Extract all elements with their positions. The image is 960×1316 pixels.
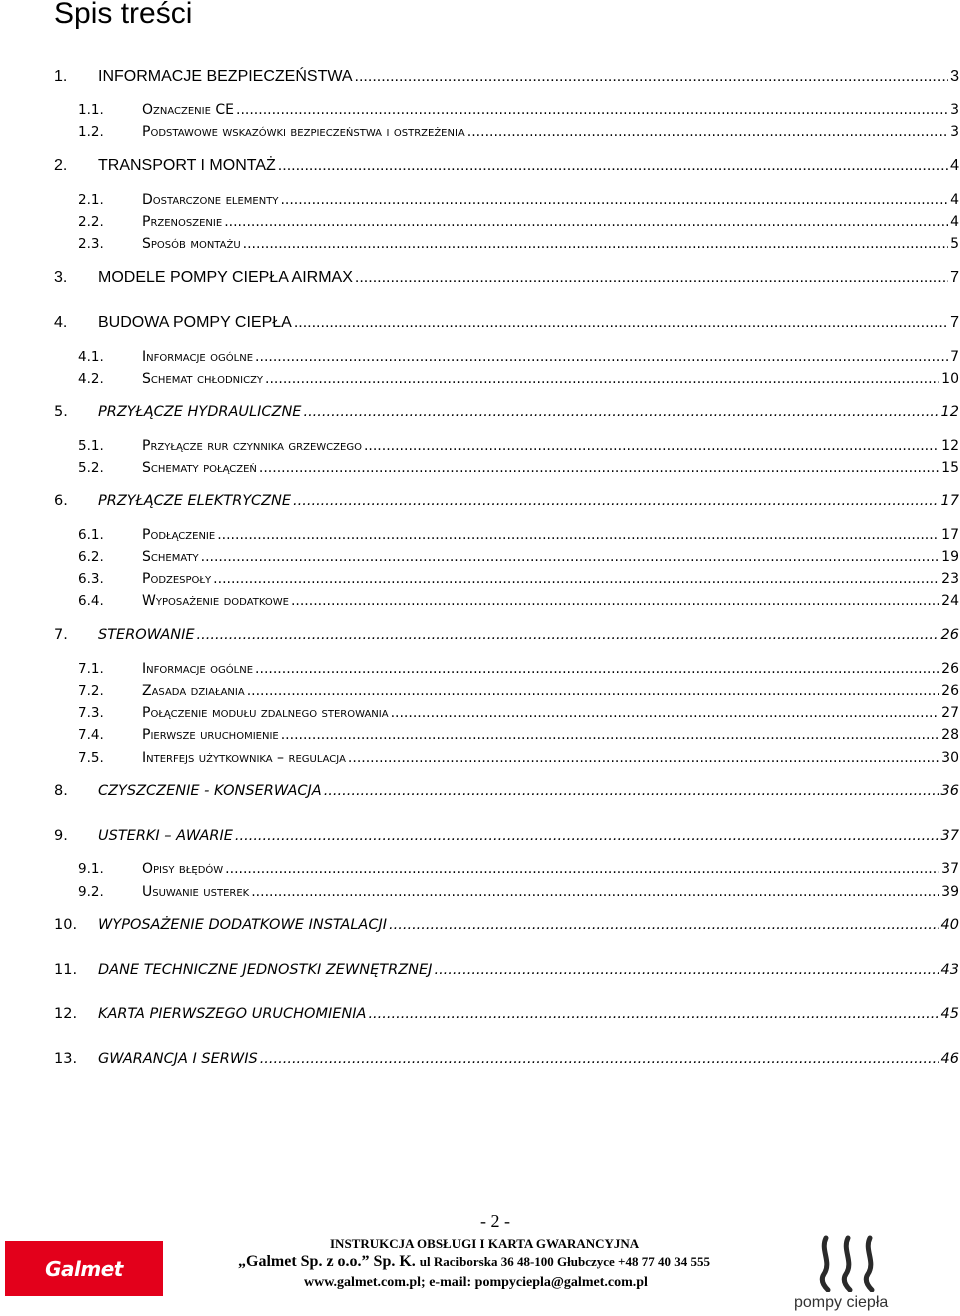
toc-entry-page: 46 [940, 1051, 959, 1067]
toc-entry-number: 3. [54, 269, 68, 286]
toc-chapter-entry[interactable] [54, 310, 959, 332]
toc-chapter-entry[interactable] [54, 399, 959, 421]
toc-entry-page: 4 [950, 157, 959, 174]
toc-chapter-entry[interactable] [54, 1001, 959, 1023]
toc-entry-number: 6.3. [78, 571, 104, 587]
toc-dot-leader [294, 314, 948, 332]
heat-pump-logo-text: pompy ciepła [794, 1294, 889, 1311]
toc-dot-leader [348, 749, 939, 767]
toc-dot-leader [243, 235, 948, 253]
toc-entry-number: 7. [54, 627, 68, 643]
toc-entry-page: 12 [941, 438, 959, 454]
toc-entry-title: TRANSPORT I MONTAŻ [98, 157, 276, 174]
toc-chapter-entry[interactable] [54, 153, 959, 175]
toc-entry-number: 2.1. [78, 192, 104, 208]
toc-dot-leader [291, 592, 939, 610]
toc-entry-page: 26 [941, 683, 959, 699]
toc-entry-title: Sposób montażu [142, 236, 241, 252]
toc-entry-page: 30 [941, 750, 959, 766]
toc-entry-title: Interfejs użytkownika – regulacja [142, 750, 346, 766]
toc-entry-page: 7 [950, 349, 959, 365]
toc-entry-number: 1. [54, 68, 68, 85]
toc-chapter-entry[interactable] [54, 265, 959, 287]
toc-entry-page: 28 [941, 727, 959, 743]
heat-waves-icon [816, 1234, 888, 1292]
toc-entry-number: 2. [54, 157, 68, 174]
toc-dot-leader [259, 459, 939, 477]
toc-entry-page: 43 [940, 962, 959, 978]
toc-entry-title: INFORMACJE BEZPIECZEŃSTWA [98, 68, 353, 85]
toc-dot-leader [391, 704, 940, 722]
toc-section-entry[interactable] [54, 366, 959, 388]
toc-dot-leader [201, 548, 940, 566]
toc-entry-page: 23 [941, 571, 959, 587]
toc-entry-number: 7.1. [78, 661, 104, 677]
toc-entry-title: Schemat chłodniczy [142, 371, 264, 387]
heat-pump-logo [790, 1230, 910, 1316]
page-title: Spis treści [54, 0, 193, 30]
toc-entry-title: Dostarczone elementy [142, 192, 279, 208]
toc-dot-leader [303, 403, 938, 421]
toc-entry-page: 26 [941, 661, 959, 677]
toc-entry-number: 6.1. [78, 527, 104, 543]
toc-entry-page: 4 [950, 214, 959, 230]
toc-entry-title: Przenoszenie [142, 214, 223, 230]
toc-dot-leader [324, 782, 939, 800]
toc-section-entry[interactable] [54, 722, 959, 744]
toc-dot-leader [224, 213, 948, 231]
toc-entry-page: 37 [940, 828, 959, 844]
toc-entry-number: 2.2. [78, 214, 104, 230]
toc-entry-title: Informacje ogólne [142, 661, 254, 677]
toc-entry-title: Podstawowe wskazówki bezpieczeństwa i ostrzeżenia [142, 124, 465, 140]
toc-entry-title: KARTA PIERWSZEGO URUCHOMIENIA [98, 1006, 367, 1022]
toc-dot-leader [225, 860, 939, 878]
toc-section-entry[interactable] [54, 522, 959, 544]
toc-entry-title: GWARANCJA I SERWIS [98, 1051, 258, 1067]
toc-entry-page: 3 [950, 102, 959, 118]
toc-dot-leader [255, 660, 939, 678]
toc-entry-number: 7.4. [78, 727, 104, 743]
toc-dot-leader [355, 68, 949, 86]
toc-dot-leader [217, 526, 939, 544]
toc-section-entry[interactable] [54, 856, 959, 878]
toc-chapter-entry[interactable] [54, 64, 959, 86]
toc-entry-number: 10. [54, 917, 78, 933]
toc-entry-title: Schematy połączeń [142, 460, 257, 476]
galmet-logo-text: Galmet [45, 1256, 123, 1281]
toc-chapter-entry[interactable] [54, 778, 959, 800]
toc-entry-page: 40 [940, 917, 959, 933]
toc-entry-number: 12. [54, 1006, 78, 1022]
toc-dot-leader [236, 101, 948, 119]
toc-entry-number: 1.2. [78, 124, 104, 140]
toc-dot-leader [293, 492, 939, 510]
footer-company [238, 1253, 710, 1271]
toc-dot-leader [278, 157, 948, 175]
toc-entry-number: 5.2. [78, 460, 104, 476]
toc-entry-number: 4. [54, 314, 68, 331]
toc-dot-leader [213, 570, 939, 588]
toc-section-entry[interactable] [54, 588, 959, 610]
toc-section-entry[interactable] [54, 678, 959, 700]
toc-entry-number: 7.2. [78, 683, 104, 699]
toc-section-entry[interactable] [54, 187, 959, 209]
toc-entry-page: 39 [941, 884, 959, 900]
toc-entry-title: Opisy błędów [142, 861, 224, 877]
toc-entry-title: PRZYŁĄCZE HYDRAULICZNE [98, 404, 302, 420]
toc-entry-page: 27 [941, 705, 959, 721]
toc-dot-leader [364, 437, 939, 455]
toc-entry-number: 13. [54, 1051, 78, 1067]
footer-title: INSTRUKCJA OBSŁUGI I KARTA GWARANCYJNA [330, 1236, 640, 1251]
toc-dot-leader [434, 961, 938, 979]
toc-entry-title: Przyłącze rur czynnika grzewczego [142, 438, 362, 454]
toc-entry-title: USTERKI – AWARIE [98, 828, 233, 844]
page-number: - 2 - [480, 1211, 510, 1231]
toc-dot-leader [389, 916, 939, 934]
toc-entry-page: 3 [950, 68, 959, 85]
toc-entry-page: 7 [950, 314, 959, 331]
toc-entry-number: 2.3. [78, 236, 104, 252]
toc-section-entry[interactable] [54, 344, 959, 366]
toc-dot-leader [197, 626, 939, 644]
toc-entry-number: 8. [54, 783, 68, 799]
toc-entry-number: 7.5. [78, 750, 104, 766]
toc-section-entry[interactable] [54, 566, 959, 588]
toc-dot-leader [265, 370, 939, 388]
toc-entry-title: Połączenie modułu zdalnego sterowania [142, 705, 389, 721]
toc-entry-number: 4.1. [78, 349, 104, 365]
toc-entry-title: Informacje ogólne [142, 349, 254, 365]
toc-entry-title: Podzespoły [142, 571, 212, 587]
toc-entry-title: Pierwsze uruchomienie [142, 727, 279, 743]
toc-chapter-entry[interactable] [54, 488, 959, 510]
toc-section-entry[interactable] [54, 544, 959, 566]
toc-entry-title: DANE TECHNICZNE JEDNOSTKI ZEWNĘTRZNEJ [98, 962, 433, 978]
toc-entry-number: 1.1. [78, 102, 104, 118]
toc-chapter-entry[interactable] [54, 1046, 959, 1068]
footer-contact: www.galmet.com.pl; e-mail: pompyciepla@galmet.com.pl [304, 1275, 648, 1290]
toc-entry-page: 15 [941, 460, 959, 476]
toc-entry-title: CZYSZCZENIE - KONSERWACJA [98, 783, 322, 799]
toc-entry-page: 37 [941, 861, 959, 877]
toc-entry-page: 24 [941, 593, 959, 609]
toc-entry-page: 26 [940, 627, 959, 643]
toc-entry-page: 17 [940, 493, 959, 509]
toc-dot-leader [255, 348, 948, 366]
toc-entry-number: 5. [54, 404, 68, 420]
toc-entry-page: 10 [941, 371, 959, 387]
galmet-logo [5, 1241, 163, 1296]
toc-dot-leader [467, 123, 948, 141]
toc-entry-title: MODELE POMPY CIEPŁA AIRMAX [98, 269, 353, 286]
toc-entry-page: 7 [950, 269, 959, 286]
toc-section-entry[interactable] [54, 433, 959, 455]
toc-entry-title: Podłączenie [142, 527, 216, 543]
toc-entry-title: Schematy [142, 549, 199, 565]
toc-entry-number: 5.1. [78, 438, 104, 454]
toc-dot-leader [247, 682, 939, 700]
toc-section-entry[interactable] [54, 231, 959, 253]
toc-section-entry[interactable] [54, 879, 959, 901]
toc-dot-leader [280, 191, 948, 209]
toc-entry-page: 45 [940, 1006, 959, 1022]
toc-entry-number: 9. [54, 828, 68, 844]
toc-entry-page: 12 [940, 404, 959, 420]
toc-entry-page: 36 [940, 783, 959, 799]
toc-dot-leader [235, 827, 939, 845]
toc-entry-page: 19 [941, 549, 959, 565]
toc-entry-title: Usuwanie usterek [142, 884, 250, 900]
toc-entry-title: Oznaczenie CE [142, 102, 234, 118]
company-address: ul Raciborska 36 48-100 Głubczyce +48 77 40 34 555 [419, 1254, 710, 1269]
toc-entry-title: STEROWANIE [98, 627, 195, 643]
toc-entry-title: Zasada działania [142, 683, 245, 699]
toc-section-entry[interactable] [54, 700, 959, 722]
toc-entry-title: BUDOWA POMPY CIEPŁA [98, 314, 292, 331]
toc-entry-number: 9.1. [78, 861, 104, 877]
toc-entry-title: WYPOSAŻENIE DODATKOWE INSTALACJI [98, 917, 388, 933]
toc-section-entry[interactable] [54, 656, 959, 678]
toc-dot-leader [281, 726, 939, 744]
toc-entry-number: 7.3. [78, 705, 104, 721]
toc-chapter-entry[interactable] [54, 957, 959, 979]
toc-entry-number: 9.2. [78, 884, 104, 900]
toc-dot-leader [251, 883, 939, 901]
toc-chapter-entry[interactable] [54, 622, 959, 644]
toc-section-entry[interactable] [54, 455, 959, 477]
toc-dot-leader [368, 1005, 938, 1023]
toc-entry-title: Wyposażenie dodatkowe [142, 593, 289, 609]
toc-chapter-entry[interactable] [54, 912, 959, 934]
toc-entry-page: 4 [950, 192, 959, 208]
company-name: „Galmet Sp. z o.o.” Sp. K. [238, 1253, 416, 1270]
toc-entry-page: 5 [950, 236, 959, 252]
toc-entry-page: 3 [950, 124, 959, 140]
toc-entry-number: 11. [54, 962, 78, 978]
toc-section-entry[interactable] [54, 209, 959, 231]
toc-entry-page: 17 [941, 527, 959, 543]
toc-dot-leader [260, 1050, 939, 1068]
toc-entry-title: PRZYŁĄCZE ELEKTRYCZNE [98, 493, 292, 509]
toc-section-entry[interactable] [54, 745, 959, 767]
toc-dot-leader [355, 269, 948, 287]
toc-section-entry[interactable] [54, 119, 959, 141]
toc-entry-number: 4.2. [78, 371, 104, 387]
toc-entry-number: 6. [54, 493, 68, 509]
toc-entry-number: 6.2. [78, 549, 104, 565]
toc-section-entry[interactable] [54, 97, 959, 119]
toc-chapter-entry[interactable] [54, 823, 959, 845]
toc-entry-number: 6.4. [78, 593, 104, 609]
